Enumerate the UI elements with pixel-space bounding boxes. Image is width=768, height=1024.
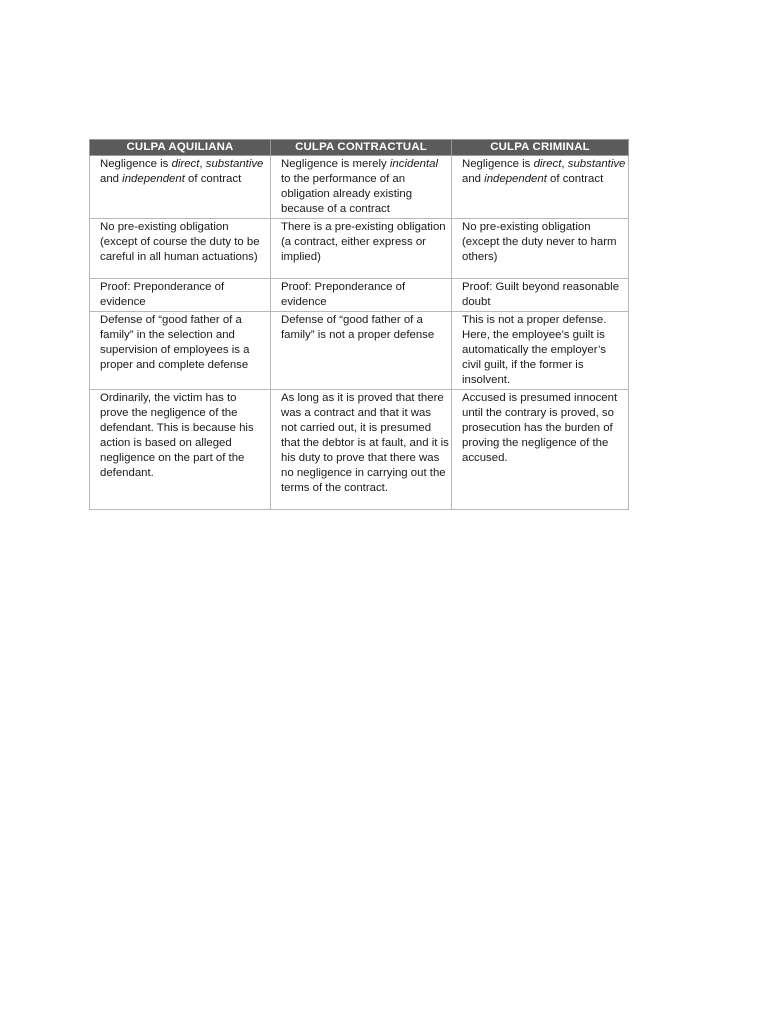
table-row-nature-of-negligence (90, 156, 629, 219)
cell-contractual-obligation: There is a pre-existing obligation (a contract, either express or implied) (271, 219, 452, 279)
header-culpa-aquiliana: CULPA AQUILIANA (90, 140, 271, 156)
cell-contractual-proof: Proof: Preponderance of evidence (271, 279, 452, 312)
cell-contractual-nature: Negligence is merely incidental to the performance of an obligation already existing because of a contract (271, 156, 452, 219)
table-row-obligation (90, 219, 629, 279)
table-row-proof (90, 279, 629, 312)
table-row-defense (90, 312, 629, 390)
culpa-comparison-table (89, 139, 629, 510)
header-culpa-contractual: CULPA CONTRACTUAL (271, 140, 452, 156)
cell-criminal-defense: This is not a proper defense. Here, the employee’s guilt is automatically the employer’s civil guilt, if the former is insolvent. (452, 312, 629, 390)
cell-contractual-defense: Defense of “good father of a family” is not a proper defense (271, 312, 452, 390)
cell-criminal-burden: Accused is presumed innocent until the contrary is proved, so prosecution has the burden of proving the negligence of the accused. (452, 390, 629, 510)
table-header-row (90, 140, 629, 156)
table-row-burden-of-proof (90, 390, 629, 510)
cell-aquiliana-nature: Negligence is direct, substantive and independent of contract (90, 156, 271, 219)
header-culpa-criminal: CULPA CRIMINAL (452, 140, 629, 156)
cell-criminal-obligation: No pre-existing obligation (except the duty never to harm others) (452, 219, 629, 279)
cell-criminal-nature: Negligence is direct, substantive and independent of contract (452, 156, 629, 219)
cell-contractual-burden: As long as it is proved that there was a contract and that it was not carried out, it is presumed that the debtor is at fault, and it is his duty to prove that there was no negligence in carrying out the terms of the contract. (271, 390, 452, 510)
cell-aquiliana-proof: Proof: Preponderance of evidence (90, 279, 271, 312)
cell-aquiliana-obligation: No pre-existing obligation (except of course the duty to be careful in all human actuations) (90, 219, 271, 279)
cell-criminal-proof: Proof: Guilt beyond reasonable doubt (452, 279, 629, 312)
cell-aquiliana-burden: Ordinarily, the victim has to prove the negligence of the defendant. This is because his action is based on alleged negligence on the part of the defendant. (90, 390, 271, 510)
cell-aquiliana-defense: Defense of “good father of a family” in the selection and supervision of employees is a proper and complete defense (90, 312, 271, 390)
